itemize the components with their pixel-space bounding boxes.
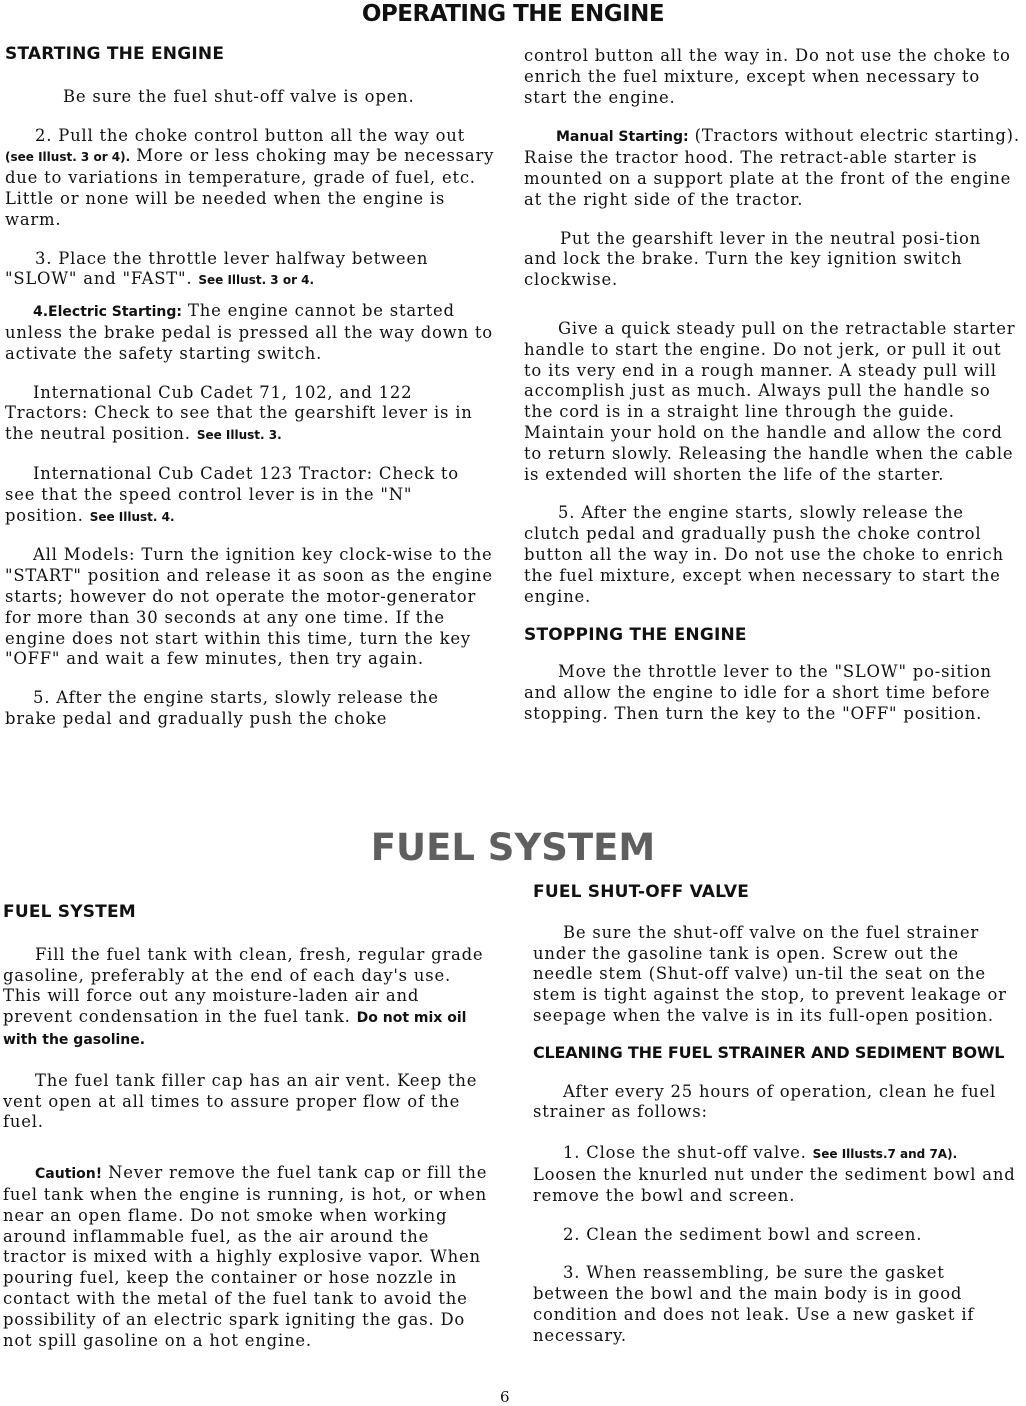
no-oil-warning: Do not mix oil with the gasoline. xyxy=(3,1010,467,1048)
starting-p8-continued: control button all the way in. Do not use the choke to enrich the fuel mixture, except when necessary to start the engine. xyxy=(524,46,1011,107)
fuel-system-heading: FUEL SYSTEM xyxy=(3,902,136,922)
starting-p1: Be sure the fuel shut-off valve is open. xyxy=(63,86,415,106)
cleaning-p3: 2. Clean the sediment bowl and screen. xyxy=(563,1224,923,1244)
manual-starting: Manual Starting: (Tractors without electric starting). Raise the tractor hood. The retract-able starter is mounted on a support plate at the front of the engine at the right side of the tractor. xyxy=(524,126,1020,209)
valve-heading: FUEL SHUT-OFF VALVE xyxy=(533,882,750,902)
illust-ref: (see Illust. 3 or 4). xyxy=(5,150,131,165)
fuel-p2: The fuel tank filler cap has an air vent. Keep the vent open at all times to assure proper flow of the fuel. xyxy=(3,1070,478,1132)
cleaning-p4: 3. When reassembling, be sure the gasket between the bowl and the main body is in good condition and does not leak. Use a new gasket if necessary. xyxy=(533,1263,975,1345)
starting-p5: International Cub Cadet 71, 102, and 122 Tractors: Check to see that the gearshift lever is in the neutral position. See Illust. 3. xyxy=(5,382,473,444)
illust-ref: See Illust. 3. xyxy=(196,428,282,443)
starting-heading: STARTING THE ENGINE xyxy=(5,44,225,64)
starting-p11: 5. After the engine starts, slowly release the clutch pedal and gradually push the choke control button all the way in. Do not use the choke to enrich the fuel mixture, except when necessary to start the engine. xyxy=(524,503,1004,606)
electric-starting-label: 4.Electric Starting: xyxy=(33,304,182,321)
page-number: 6 xyxy=(500,1388,510,1406)
cleaning-heading: CLEANING THE FUEL STRAINER AND SEDIMENT BOWL xyxy=(533,1042,1005,1062)
starting-p3: 3. Place the throttle lever halfway between "SLOW" and "FAST". See Illust. 3 or 4. xyxy=(5,248,429,289)
valve-p1: Be sure the shut-off valve on the fuel strainer under the gasoline tank is open. Screw out the needle stem (Shut-off valve) un-til the seat on the stem is tight against the stop, to prevent leakage or seepage when the valve is in its full-open position. xyxy=(533,922,1007,1025)
starting-p7: All Models: Turn the ignition key clock-wise to the "START" position and release it as soon as the engine starts; however do not operate the motor-generator for more than 30 seconds at any one time. If the engine does not start within this time, turn the key "OFF" and wait a few minutes, then try again. xyxy=(5,545,493,669)
starting-p9: Put the gearshift lever in the neutral posi-tion and lock the brake. Turn the key ignition switch clockwise. xyxy=(524,228,981,290)
starting-p8: 5. After the engine starts, slowly release the brake pedal and gradually push the choke xyxy=(5,688,439,728)
operating-left-column xyxy=(5,44,495,730)
starting-p10: Give a quick steady pull on the retractable starter handle to start the engine. Do not jerk, or pull it out to its very end in a rough manner. A steady pull will accomplish just as much. Always pull the handle so the cord is in a straight line through the guide. Maintain your hold on the handle and allow the cord to return slowly. Releasing the handle when the cable is extended will shorten the life of the starter. xyxy=(524,318,1016,484)
operating-right-column xyxy=(524,46,1020,725)
cleaning-p2: 1. Close the shut-off valve. See Illusts.7 and 7A). Loosen the knurled nut under the sediment bowl and remove the bowl and screen. xyxy=(533,1143,1016,1205)
starting-p4: 4.Electric Starting: The engine cannot be started unless the brake pedal is pressed all the way down to activate the safety starting switch. xyxy=(5,301,493,363)
starting-p2: 2. Pull the choke control button all the way out (see Illust. 3 or 4). More or less choking may be necessary due to variations in temperature, grade of fuel, etc. Little or none will be needed when the engine is warm. xyxy=(5,125,495,229)
illust-ref: See Illusts.7 and 7A). xyxy=(812,1147,958,1162)
stopping-p1: Move the throttle lever to the "SLOW" po-sition and allow the engine to idle for a short time before stopping. Then turn the key to the "OFF" position. xyxy=(524,662,992,723)
manual-starting-label: Manual Starting: xyxy=(556,129,689,146)
illust-ref: See Illust. 3 or 4. xyxy=(198,273,315,288)
fuel-left-column xyxy=(3,902,493,1351)
caution-label: Caution! xyxy=(35,1166,103,1183)
cleaning-p1: After every 25 hours of operation, clean he fuel strainer as follows: xyxy=(533,1081,996,1122)
fuel-title: FUEL SYSTEM xyxy=(370,826,656,869)
fuel-p1: Fill the fuel tank with clean, fresh, regular grade gasoline, preferably at the end of each day's use. This will force out any moisture-laden air and prevent condensation in the fuel tank. Do not mix oil with the gasoline. xyxy=(3,944,484,1048)
fuel-caution: Caution! Never remove the fuel tank cap or fill the fuel tank when the engine is running, is hot, or when near an open flame. Do not smoke when working around inflammable fuel, as the air around the tractor is mixed with a highly explosive vapor. When pouring fuel, keep the container or hose nozzle in contact with the metal of the fuel tank to avoid the possibility of an electric spark igniting the gas. Do not spill gasoline on a hot engine. xyxy=(3,1163,488,1350)
operating-title: OPERATING THE ENGINE xyxy=(361,1,665,27)
stopping-heading: STOPPING THE ENGINE xyxy=(524,625,747,646)
fuel-right-column xyxy=(533,882,1021,1347)
illust-ref: See Illust. 4. xyxy=(89,509,175,524)
starting-p6: International Cub Cadet 123 Tractor: Check to see that the speed control lever is in the "N" position. See Illust. 4. xyxy=(5,463,459,525)
